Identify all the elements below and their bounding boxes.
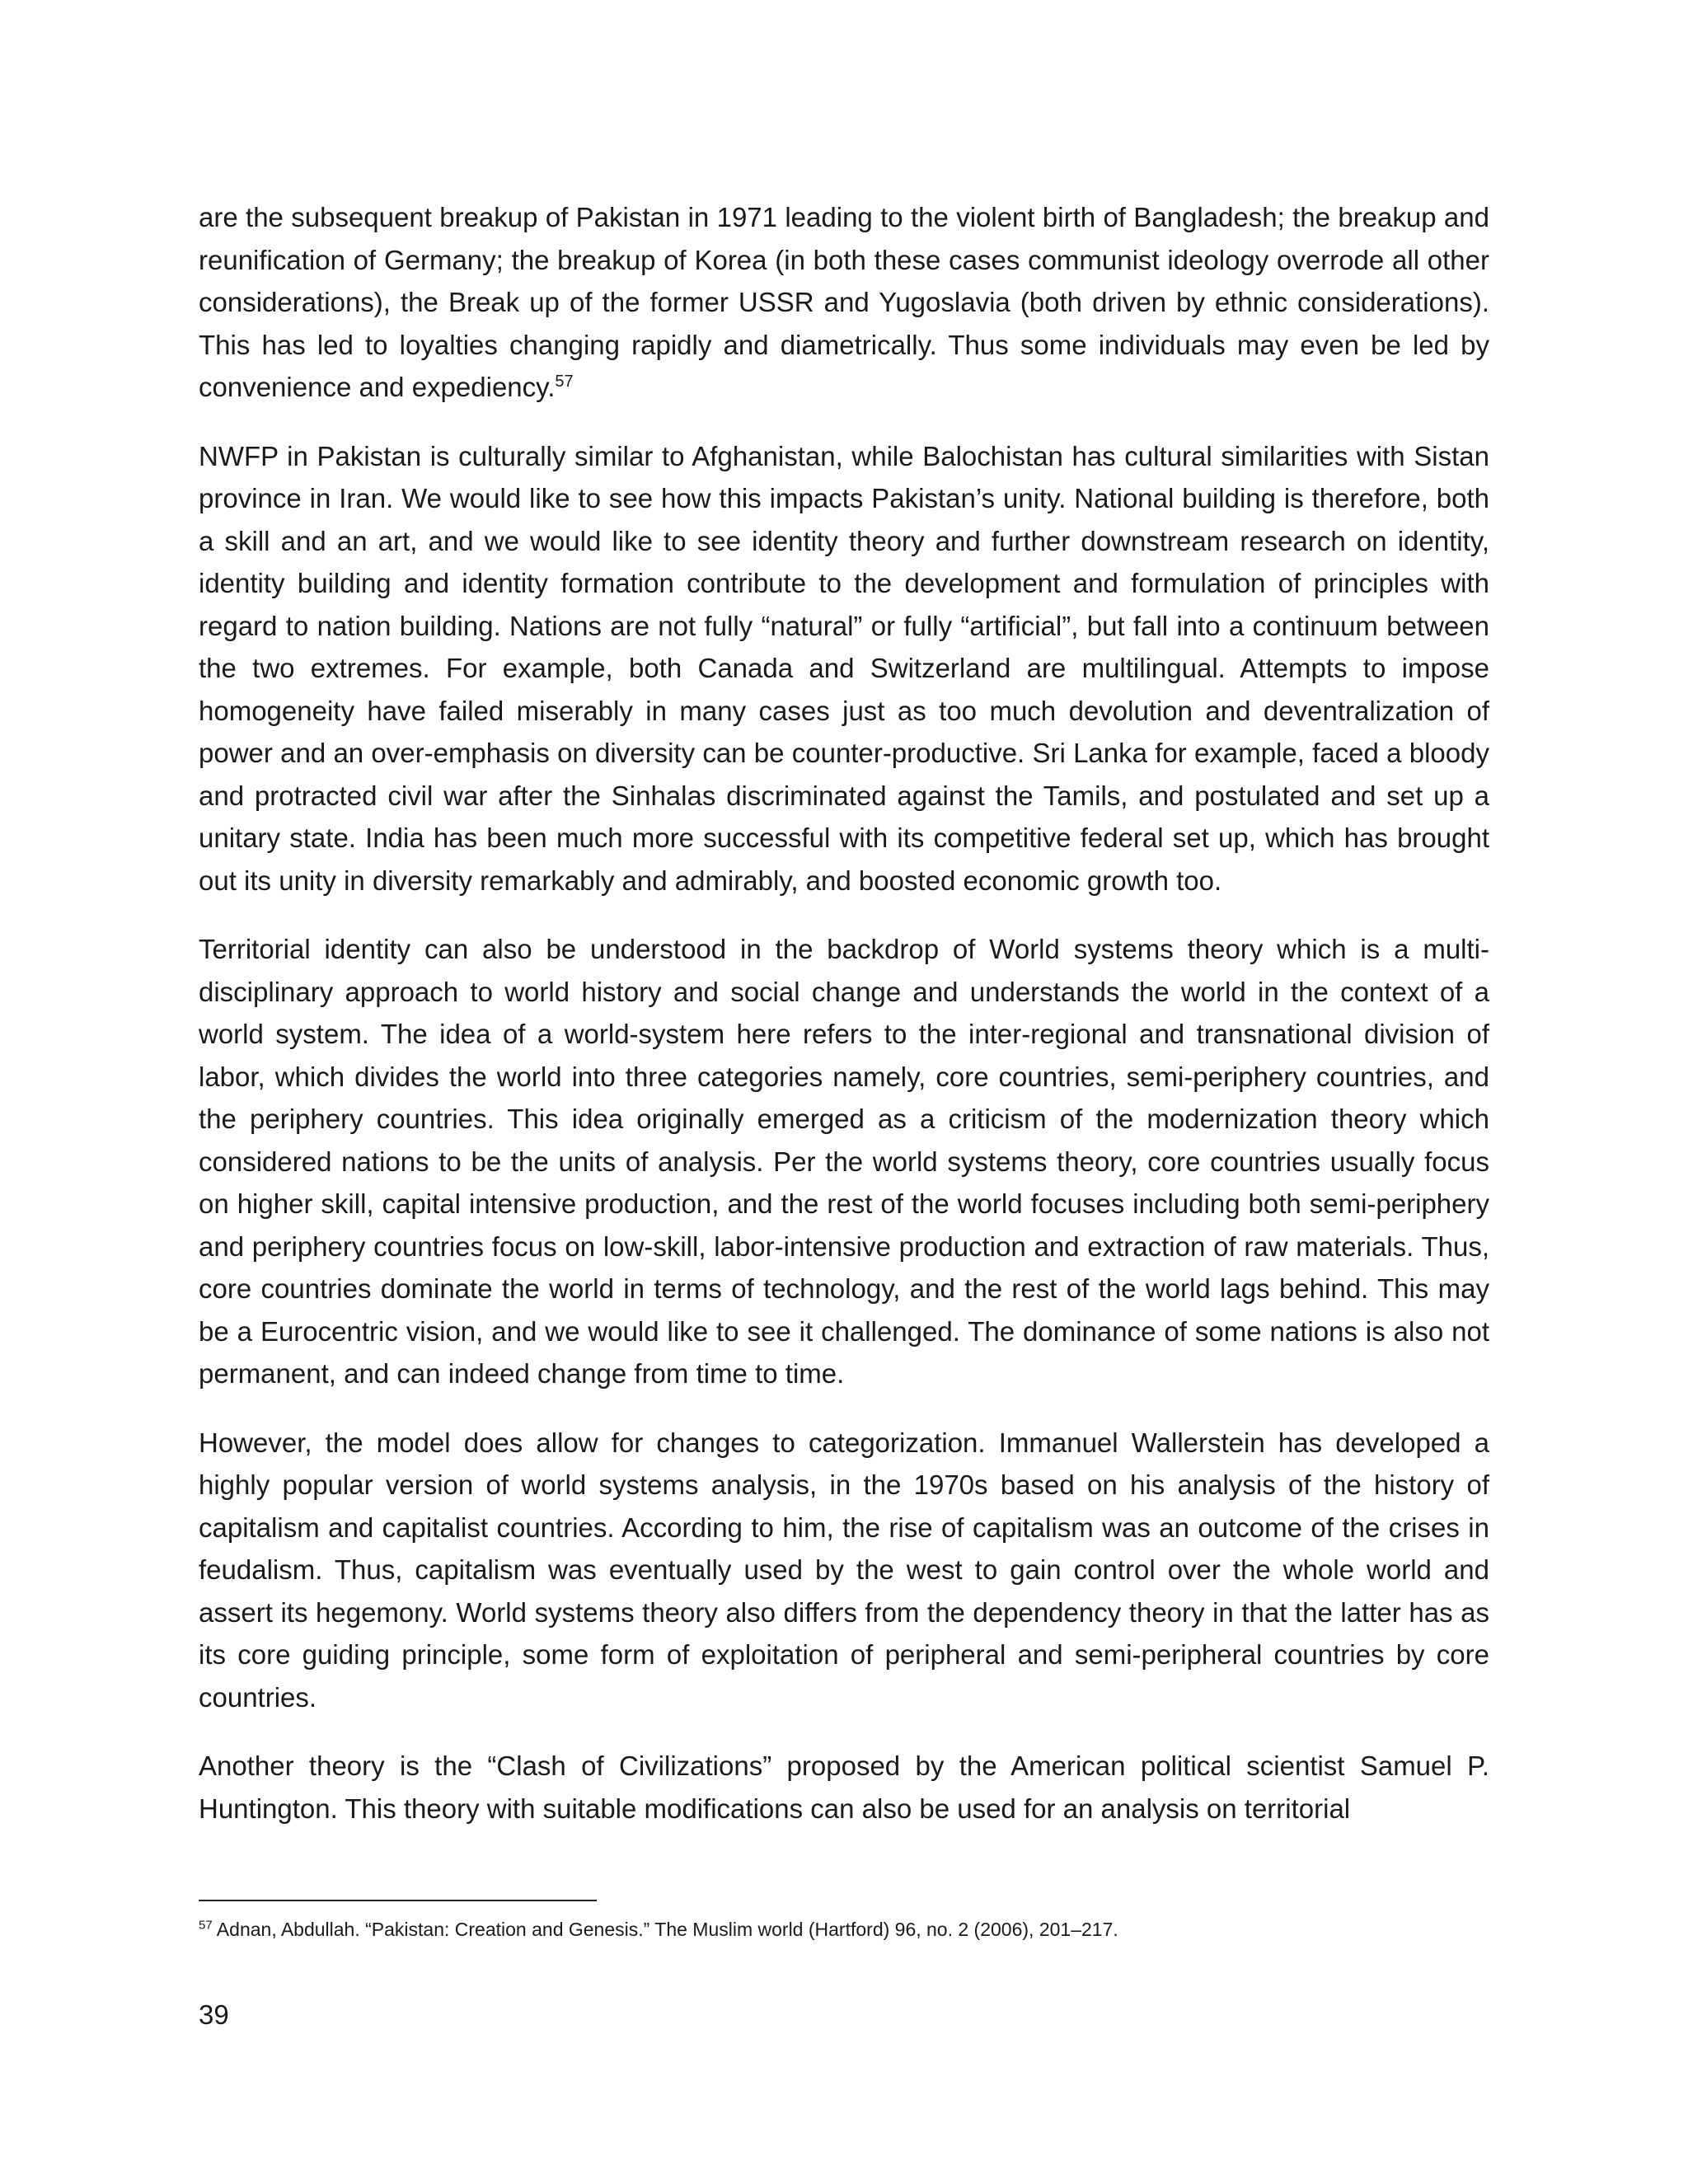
- paragraph-3: Territorial identity can also be understood in the backdrop of World systems theory which is a multi-disciplinary approach to world history and social change and understands the world in the context of a world system. The idea of a world-system here refers to the inter-regional and transnational division of labor, which divides the world into three categories namely, core countries, semi-periphery countries, and the periphery countries. This idea originally emerged as a criticism of the modernization theory which considered nations to be the units of analysis. Per the world systems theory, core countries usually focus on higher skill, capital intensive production, and the rest of the world focuses including both semi-periphery and periphery countries focus on low-skill, labor-intensive production and extraction of raw materials. Thus, core countries dominate the world in terms of technology, and the rest of the world lags behind. This may be a Eurocentric vision, and we would like to see it challenged. The dominance of some nations is also not permanent, and can indeed change from time to time.: [199, 934, 1489, 1389]
- document-body: [199, 196, 1489, 1856]
- footnote-number: 57: [199, 1918, 213, 1933]
- footnote: [199, 1916, 1489, 1943]
- footnote-reference[interactable]: 57: [555, 373, 574, 391]
- paragraph-1: [199, 196, 1489, 409]
- paragraph-2: NWFP in Pakistan is culturally similar to Afghanistan, while Balochistan has cultural similarities with Sistan province in Iran. We would like to see how this impacts Pakistan’s unity. National building is therefore, both a skill and an art, and we would like to see identity theory and further downstream research on identity, identity building and identity formation contribute to the development and formulation of principles with regard to nation building. Nations are not fully “natural” or fully “artificial”, but fall into a continuum between the two extremes. For example, both Canada and Switzerland are multilingual. Attempts to impose homogeneity have failed miserably in many cases just as too much devolution and deventralization of power and an over-emphasis on diversity can be counter-productive. Sri Lanka for example, faced a bloody and protracted civil war after the Sinhalas discriminated against the Tamils, and postulated and set up a unitary state. India has been much more successful with its competitive federal set up, which has brought out its unity in diversity remarkably and admirably, and boosted economic growth too.: [199, 440, 1489, 896]
- paragraph-5: Another theory is the “Clash of Civilizations” proposed by the American political scientist Samuel P. Huntington. This theory with suitable modifications can also be used for an analysis on territorial: [199, 1750, 1489, 1824]
- paragraph-4: However, the model does allow for changes to categorization. Immanuel Wallerstein has developed a highly popular version of world systems analysis, in the 1970s based on his analysis of the history of capitalism and capitalist countries. According to him, the rise of capitalism was an outcome of the crises in feudalism. Thus, capitalism was eventually used by the west to gain control over the whole world and assert its hegemony. World systems theory also differs from the dependency theory in that the latter has as its core guiding principle, some form of exploitation of peripheral and semi-peripheral countries by core countries.: [199, 1427, 1489, 1713]
- footnote-text: Adnan, Abdullah. “Pakistan: Creation and Genesis.” The Muslim world (Hartford) 96, no. 2 (2006), 201–217.: [212, 1919, 1118, 1940]
- footnote-divider: [199, 1900, 597, 1901]
- page-number: 39: [199, 1999, 229, 2030]
- paragraph-1-text: are the subsequent breakup of Pakistan in 1971 leading to the violent birth of Bangladesh; the breakup and reunification of Germany; the breakup of Korea (in both these cases communist ideology overrode all other considerations), the Break up of the former USSR and Yugoslavia (both driven by ethnic considerations). This has led to loyalties changing rapidly and diametrically. Thus some individuals may even be led by convenience and expediency.: [199, 202, 1489, 402]
